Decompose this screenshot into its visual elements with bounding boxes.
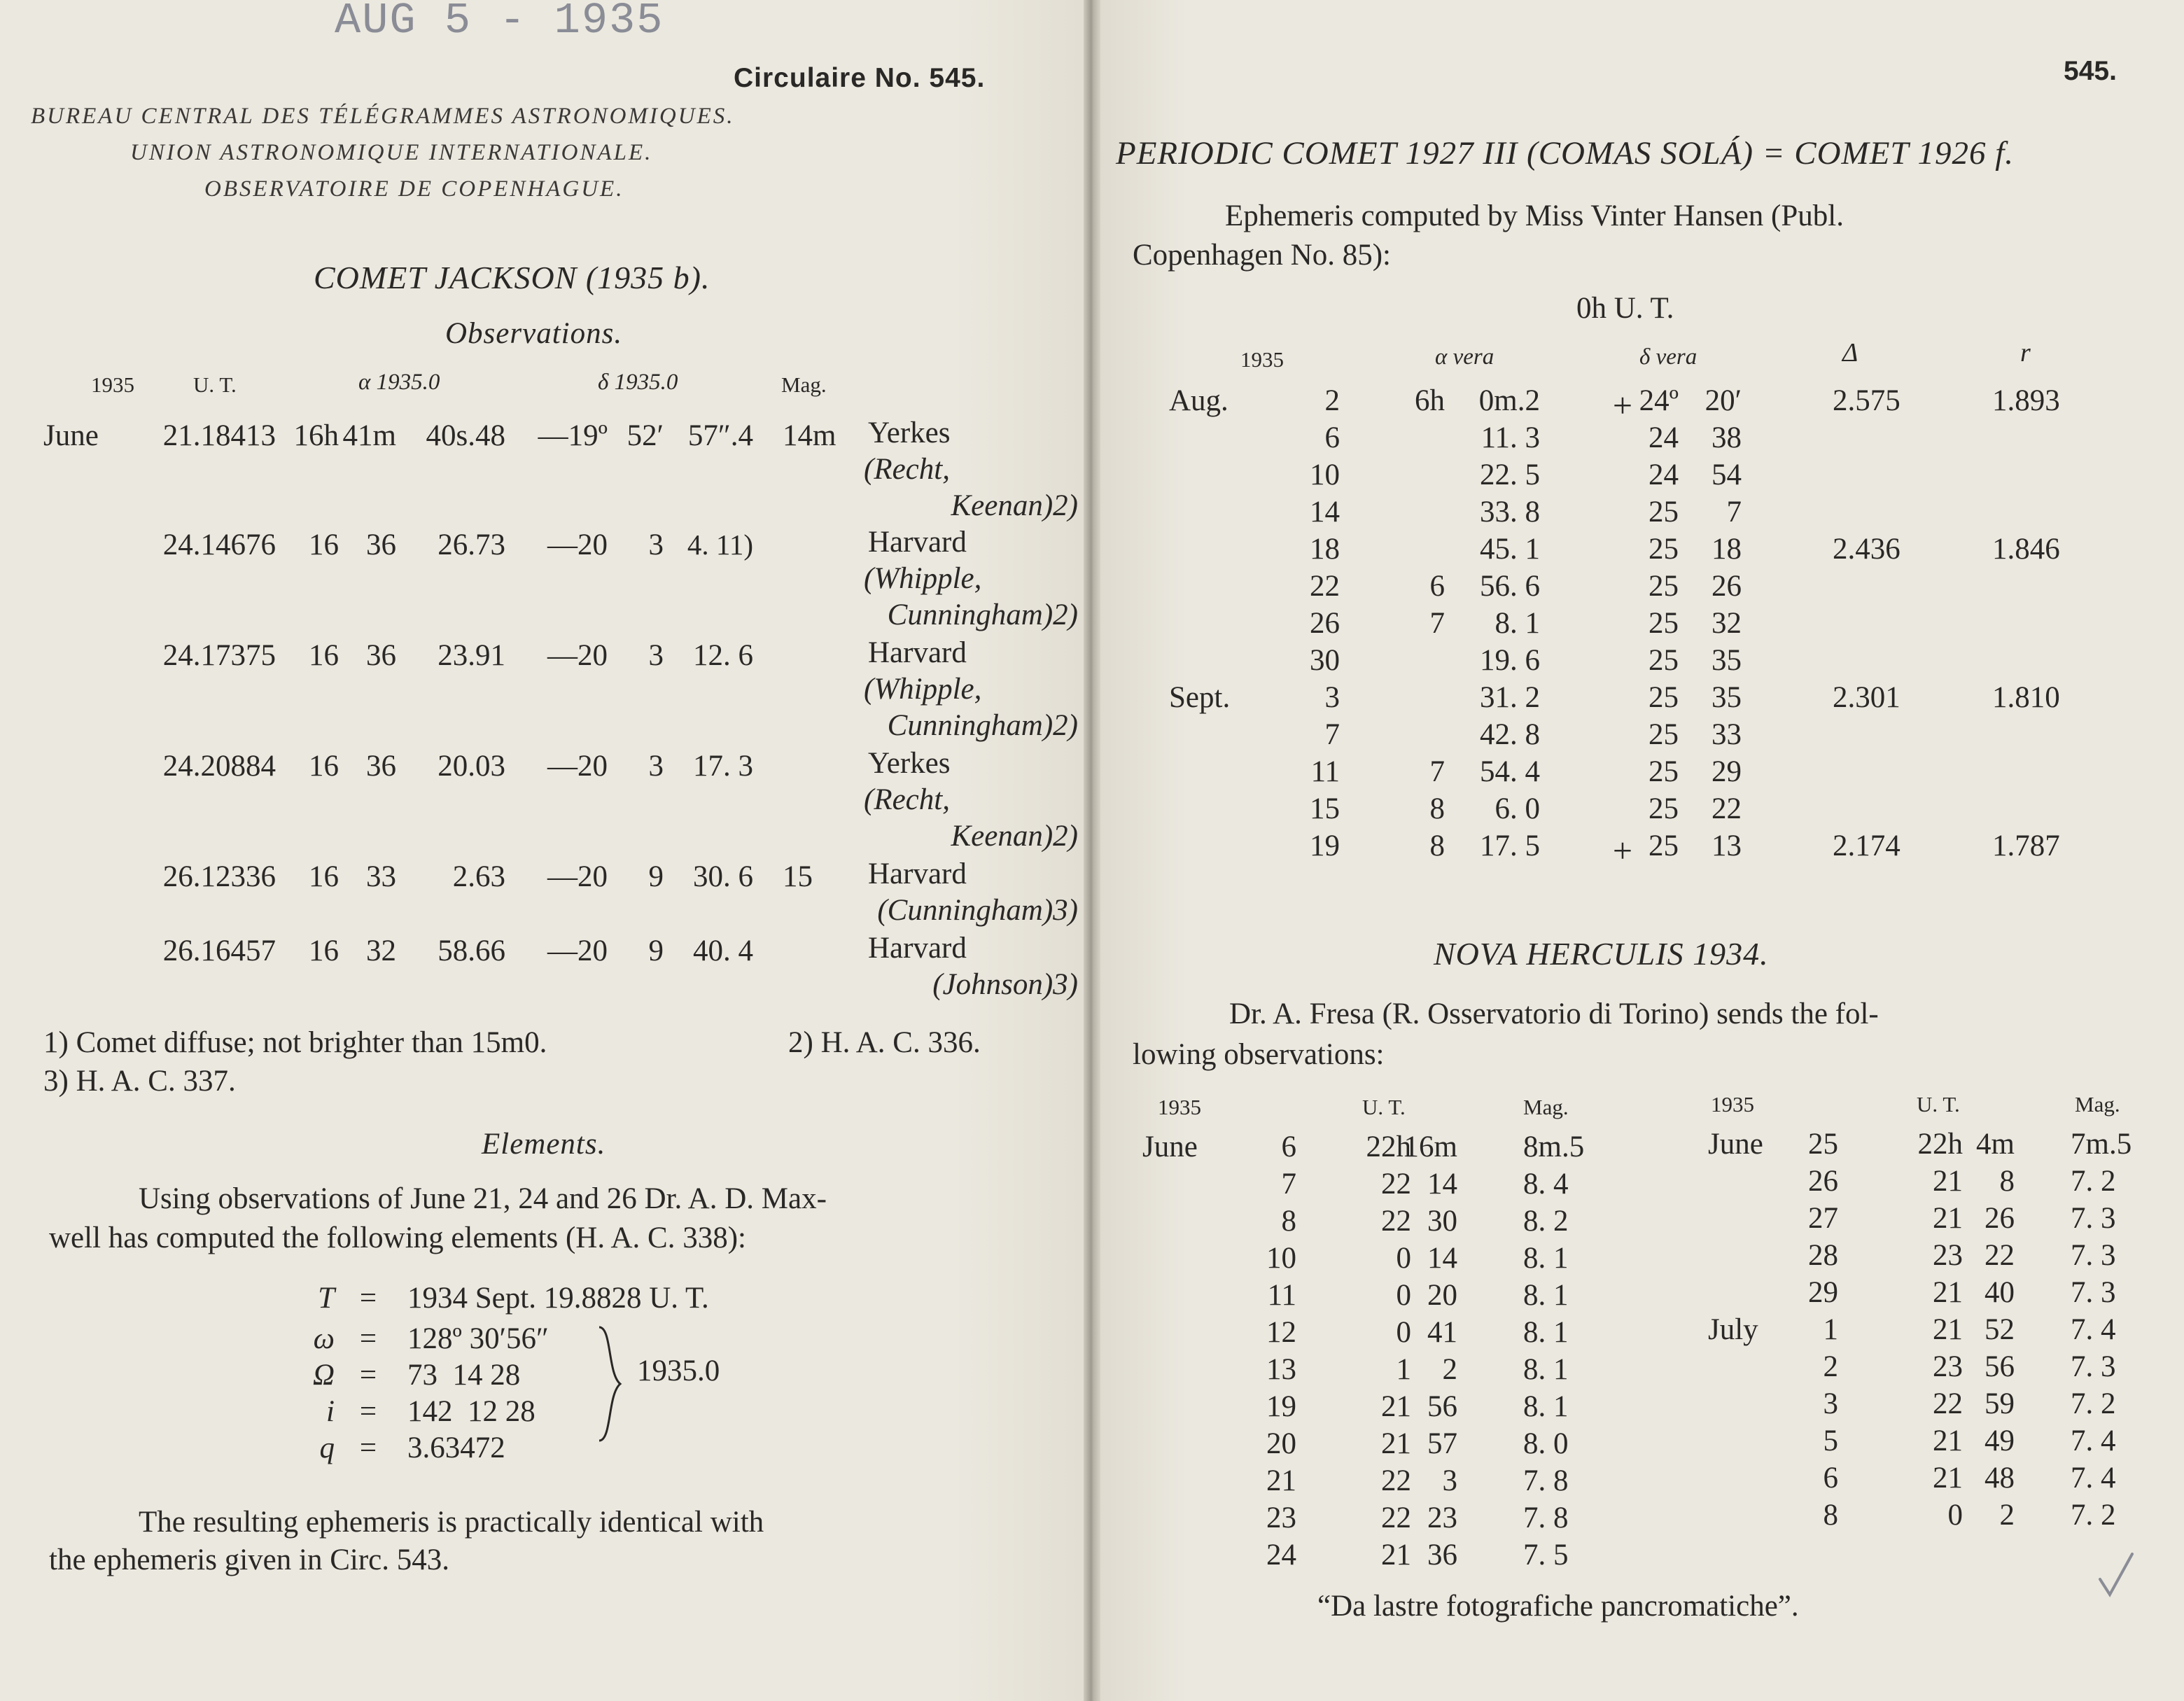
element-equals: = xyxy=(359,1432,377,1464)
nova-minute: 4m xyxy=(1976,1128,2015,1161)
obs-dec-minutes: 3 xyxy=(648,750,664,783)
nova-day: 11 xyxy=(1267,1279,1296,1312)
ephem-dec-degrees: 25 xyxy=(1648,718,1679,751)
element-symbol: T xyxy=(318,1282,335,1315)
nova-magnitude: 7. 8 xyxy=(1523,1502,1569,1534)
nova-magnitude: 8. 1 xyxy=(1523,1316,1569,1349)
ephem-r: 1.810 xyxy=(1992,681,2060,714)
nova-hour: 0 xyxy=(1947,1499,1963,1532)
ephem-delta: 2.575 xyxy=(1833,384,1900,417)
obs-dec-degrees: —20 xyxy=(547,528,608,561)
ephem-day: 10 xyxy=(1310,458,1340,491)
obs-dec-seconds: 40. 4 xyxy=(693,934,753,967)
ephem-day: 15 xyxy=(1310,792,1340,825)
ephem-ra-minutes: 56. 6 xyxy=(1480,570,1540,603)
obs-dec-seconds: 4. 11) xyxy=(687,528,753,561)
closing-text-line-2: the ephemeris given in Circ. 543. xyxy=(49,1544,449,1576)
obs-magnitude: 15 xyxy=(783,860,813,893)
nova-header-ut-left: U. T. xyxy=(1362,1095,1406,1119)
ephem-day: 7 xyxy=(1324,718,1340,751)
ephem-r: 1.846 xyxy=(1992,533,2060,566)
ephem-day: 18 xyxy=(1310,533,1340,566)
ephem-ra-hours: 8 xyxy=(1429,792,1445,825)
obs-date: 21.18413 xyxy=(162,419,276,452)
obs-ra-hours: 16 xyxy=(309,860,339,893)
nova-month: June xyxy=(1142,1130,1198,1163)
nova-hour: 0 xyxy=(1396,1279,1411,1312)
nova-magnitude: 8. 1 xyxy=(1523,1279,1569,1312)
nova-minute: 30 xyxy=(1427,1205,1457,1238)
ephem-ra-minutes: 8. 1 xyxy=(1494,607,1540,640)
nova-hour: 21 xyxy=(1933,1424,1963,1457)
obs-observer: Keenan)2) xyxy=(951,489,1078,522)
obs-dec-minutes: 52′ xyxy=(626,419,664,452)
ephem-ra-hours: 6 xyxy=(1429,570,1445,603)
ephem-ra-minutes: 33. 8 xyxy=(1480,496,1540,528)
obs-ra-seconds: 2.63 xyxy=(452,860,505,893)
obs-ra-seconds: 26.73 xyxy=(438,528,505,561)
obs-ra-seconds: 40s.48 xyxy=(426,419,505,452)
nova-hour: 0 xyxy=(1396,1242,1411,1275)
ephem-header-r: r xyxy=(2020,338,2031,368)
obs-date: 26.12336 xyxy=(162,860,276,893)
ephemeris-time-label: 0h U. T. xyxy=(1576,292,1674,325)
obs-dec-minutes: 3 xyxy=(648,528,664,561)
left-page xyxy=(0,0,1084,1701)
ephem-ra-minutes: 6. 0 xyxy=(1494,792,1540,825)
element-symbol: Ω xyxy=(312,1359,335,1392)
obs-magnitude: 14m xyxy=(783,419,836,452)
obs-observatory: (Recht, xyxy=(864,453,950,486)
obs-ra-hours: 16 xyxy=(309,528,339,561)
obs-ra-minutes: 36 xyxy=(366,639,396,672)
nova-header-mag-right: Mag. xyxy=(2075,1092,2120,1116)
ephem-dec-degrees: 24 xyxy=(1648,421,1679,454)
ephem-dec-degrees: 25 xyxy=(1648,830,1679,862)
nova-day: 10 xyxy=(1266,1242,1296,1275)
ephem-dec-minutes: 13 xyxy=(1712,830,1742,862)
nova-magnitude: 7. 2 xyxy=(2071,1387,2116,1420)
nova-text-line-1: Dr. A. Fresa (R. Osservatorio di Torino) sends the fol- xyxy=(1229,997,1879,1030)
ephem-ra-minutes: 0m.2 xyxy=(1478,384,1540,417)
obs-ra-seconds: 23.91 xyxy=(438,639,505,672)
nova-day: 20 xyxy=(1266,1427,1296,1460)
nova-hour: 22h xyxy=(1366,1130,1411,1163)
nova-header-year-left: 1935 xyxy=(1158,1095,1201,1119)
obs-observatory: Harvard xyxy=(868,526,967,559)
obs-date: 24.20884 xyxy=(162,750,276,783)
obs-observer: Cunningham)2) xyxy=(887,709,1078,742)
obs-header-mag: Mag. xyxy=(781,372,827,397)
nova-day: 21 xyxy=(1266,1464,1296,1497)
check-mark-icon xyxy=(2096,1551,2138,1600)
nova-hour: 22 xyxy=(1381,1464,1411,1497)
nova-hour: 1 xyxy=(1396,1353,1411,1386)
obs-observer: (Johnson)3) xyxy=(932,968,1078,1001)
nova-minute: 56 xyxy=(1427,1390,1457,1423)
nova-month: July xyxy=(1708,1313,1758,1346)
nova-day: 23 xyxy=(1266,1502,1296,1534)
nova-hour: 22 xyxy=(1933,1387,1963,1420)
equinox-brace xyxy=(596,1324,624,1443)
obs-date: 26.16457 xyxy=(162,934,276,967)
obs-observatory: Harvard xyxy=(868,858,967,890)
element-value: 3.63472 xyxy=(407,1432,505,1464)
obs-ra-hours: 16 xyxy=(309,750,339,783)
ephem-dec-minutes: 35 xyxy=(1712,644,1742,677)
nova-day: 8 xyxy=(1281,1205,1296,1238)
element-equals: = xyxy=(359,1282,377,1315)
ephem-dec-degrees: 25 xyxy=(1648,681,1679,714)
element-symbol: q xyxy=(319,1432,335,1464)
observatory-header: OBSERVATOIRE DE COPENHAGUE. xyxy=(204,176,624,202)
nova-magnitude: 7. 2 xyxy=(2071,1165,2116,1198)
nova-minute: 41 xyxy=(1427,1316,1457,1349)
element-value: 73 14 28 xyxy=(407,1359,521,1392)
ephem-dec-degrees: 24 xyxy=(1648,458,1679,491)
ephem-ra-hours: 7 xyxy=(1429,607,1445,640)
nova-minute: 56 xyxy=(1984,1350,2015,1383)
photographic-plates-quote: “Da lastre fotografiche pancromatiche”. xyxy=(1317,1590,1799,1623)
nova-day: 2 xyxy=(1823,1350,1838,1383)
element-value: 128º 30′56″ xyxy=(407,1322,549,1355)
ephem-ra-minutes: 45. 1 xyxy=(1480,533,1540,566)
received-date-stamp: AUG 5 - 1935 xyxy=(335,0,664,46)
ephem-month: Aug. xyxy=(1169,384,1228,417)
ephem-delta: 2.174 xyxy=(1833,830,1900,862)
nova-magnitude: 7. 4 xyxy=(2071,1424,2116,1457)
nova-magnitude: 7. 4 xyxy=(2071,1313,2116,1346)
nova-day: 25 xyxy=(1808,1128,1838,1161)
nova-day: 26 xyxy=(1808,1165,1838,1198)
nova-day: 7 xyxy=(1281,1168,1296,1200)
nova-minute: 14 xyxy=(1427,1242,1457,1275)
obs-date: 24.14676 xyxy=(162,528,276,561)
ephem-day: 2 xyxy=(1324,384,1340,417)
nova-text-line-2: lowing observations: xyxy=(1133,1038,1385,1071)
obs-dec-minutes: 9 xyxy=(648,934,664,967)
obs-ra-hours: 16 xyxy=(309,639,339,672)
periodic-comet-title: PERIODIC COMET 1927 III (COMAS SOLÁ) = COMET 1926 f. xyxy=(1116,135,2015,172)
ephem-dec-degrees: 25 xyxy=(1648,533,1679,566)
nova-minute: 49 xyxy=(1984,1424,2015,1457)
nova-magnitude: 8. 2 xyxy=(1523,1205,1569,1238)
obs-dec-degrees: —20 xyxy=(547,639,608,672)
nova-hour: 21 xyxy=(1933,1276,1963,1309)
ephem-day: 26 xyxy=(1310,607,1340,640)
nova-day: 8 xyxy=(1823,1499,1838,1532)
obs-dec-degrees: —20 xyxy=(547,934,608,967)
ephem-dec-minutes: 35 xyxy=(1712,681,1742,714)
nova-hour: 21 xyxy=(1381,1539,1411,1572)
nova-magnitude: 8m.5 xyxy=(1523,1130,1585,1163)
obs-ra-minutes: 33 xyxy=(366,860,396,893)
footnote-3: 3) H. A. C. 337. xyxy=(43,1065,236,1098)
ephem-dec-minutes: 32 xyxy=(1712,607,1742,640)
observations-heading: Observations. xyxy=(445,317,623,350)
obs-observatory: Harvard xyxy=(868,932,967,965)
obs-dec-seconds: 17. 3 xyxy=(693,750,753,783)
obs-observer: Keenan)2) xyxy=(951,820,1078,853)
nova-day: 6 xyxy=(1281,1130,1296,1163)
obs-dec-degrees: —20 xyxy=(547,860,608,893)
nova-minute: 26 xyxy=(1984,1202,2015,1235)
footnote-1: 1) Comet diffuse; not brighter than 15m0. xyxy=(43,1026,547,1059)
ephem-dec-minutes: 54 xyxy=(1712,458,1742,491)
nova-magnitude: 7. 4 xyxy=(2071,1462,2116,1494)
obs-ra-hours: 16h xyxy=(293,419,339,452)
obs-observatory: (Whipple, xyxy=(864,562,982,595)
nova-minute: 2 xyxy=(1999,1499,2015,1532)
nova-header-year-right: 1935 xyxy=(1711,1092,1754,1116)
nova-day: 13 xyxy=(1266,1353,1296,1386)
nova-day: 19 xyxy=(1266,1390,1296,1423)
ephem-ra-hours: 7 xyxy=(1429,755,1445,788)
ephem-dec-degrees: 25 xyxy=(1648,607,1679,640)
ephem-ra-minutes: 11. 3 xyxy=(1480,421,1540,454)
ephem-ra-minutes: 42. 8 xyxy=(1480,718,1540,751)
obs-ra-minutes: 32 xyxy=(366,934,396,967)
nova-magnitude: 7. 3 xyxy=(2071,1202,2116,1235)
ephem-dec-sign: + xyxy=(1612,386,1633,425)
nova-magnitude: 7. 3 xyxy=(2071,1239,2116,1272)
nova-minute: 48 xyxy=(1984,1462,2015,1494)
obs-header-dec: δ 1935.0 xyxy=(598,370,678,395)
ephem-header-dec: δ vera xyxy=(1639,344,1698,370)
nova-hour: 22 xyxy=(1381,1168,1411,1200)
obs-header-ut: U. T. xyxy=(193,372,237,397)
ephem-month: Sept. xyxy=(1169,681,1231,714)
nova-minute: 14 xyxy=(1427,1168,1457,1200)
circular-number: Circulaire No. 545. xyxy=(734,63,986,93)
ephem-dec-degrees: 24º xyxy=(1639,384,1679,417)
nova-day: 12 xyxy=(1266,1316,1296,1349)
nova-hour: 22 xyxy=(1381,1502,1411,1534)
ephem-day: 6 xyxy=(1324,421,1340,454)
nova-day: 5 xyxy=(1823,1424,1838,1457)
nova-day: 24 xyxy=(1266,1539,1296,1572)
ephem-day: 3 xyxy=(1324,681,1340,714)
nova-minute: 23 xyxy=(1427,1502,1457,1534)
element-symbol: ω xyxy=(313,1322,335,1355)
ephem-dec-degrees: 25 xyxy=(1648,496,1679,528)
nova-hour: 21 xyxy=(1933,1313,1963,1346)
ephem-dec-minutes: 26 xyxy=(1712,570,1742,603)
nova-day: 27 xyxy=(1808,1202,1838,1235)
footnote-2: 2) H. A. C. 336. xyxy=(788,1026,981,1059)
obs-ra-minutes: 36 xyxy=(366,528,396,561)
ephem-day: 30 xyxy=(1310,644,1340,677)
obs-dec-degrees: —20 xyxy=(547,750,608,783)
nova-magnitude: 7. 2 xyxy=(2071,1499,2116,1532)
nova-magnitude: 7. 8 xyxy=(1523,1464,1569,1497)
nova-day: 1 xyxy=(1823,1313,1838,1346)
nova-minute: 3 xyxy=(1442,1464,1457,1497)
obs-observatory: Yerkes xyxy=(868,416,951,449)
ephem-dec-degrees: 25 xyxy=(1648,570,1679,603)
ephemeris-text-line-2: Copenhagen No. 85): xyxy=(1133,239,1392,272)
ephem-r: 1.893 xyxy=(1992,384,2060,417)
obs-dec-degrees: —19º xyxy=(538,419,608,452)
comet-jackson-title: COMET JACKSON (1935 b). xyxy=(314,260,710,295)
elements-text-line-1: Using observations of June 21, 24 and 26 Dr. A. D. Max- xyxy=(139,1182,827,1215)
ephem-dec-degrees: 25 xyxy=(1648,755,1679,788)
ephem-day: 19 xyxy=(1310,830,1340,862)
element-value: 142 12 28 xyxy=(407,1395,536,1428)
nova-magnitude: 8. 0 xyxy=(1523,1427,1569,1460)
ephem-dec-minutes: 38 xyxy=(1712,421,1742,454)
nova-minute: 57 xyxy=(1427,1427,1457,1460)
nova-hour: 21 xyxy=(1933,1202,1963,1235)
ephem-dec-degrees: 25 xyxy=(1648,644,1679,677)
ephem-dec-sign: + xyxy=(1612,831,1633,870)
nova-herculis-title: NOVA HERCULIS 1934. xyxy=(1434,936,1769,972)
nova-hour: 23 xyxy=(1933,1239,1963,1272)
obs-dec-minutes: 3 xyxy=(648,639,664,672)
ephem-day: 11 xyxy=(1310,755,1340,788)
ephemeris-text-line-1: Ephemeris computed by Miss Vinter Hansen (Publ. xyxy=(1225,200,1844,232)
obs-observer: (Cunningham)3) xyxy=(877,894,1078,927)
nova-minute: 16m xyxy=(1404,1130,1457,1163)
ephem-dec-minutes: 33 xyxy=(1712,718,1742,751)
nova-magnitude: 7m.5 xyxy=(2071,1128,2132,1161)
ephem-delta: 2.436 xyxy=(1833,533,1900,566)
obs-header-year: 1935 xyxy=(91,372,134,397)
element-equals: = xyxy=(359,1395,377,1428)
nova-day: 29 xyxy=(1808,1276,1838,1309)
ephem-ra-minutes: 22. 5 xyxy=(1480,458,1540,491)
nova-magnitude: 7. 3 xyxy=(2071,1350,2116,1383)
ephem-ra-hours: 6h xyxy=(1415,384,1445,417)
ephem-day: 22 xyxy=(1310,570,1340,603)
nova-hour: 23 xyxy=(1933,1350,1963,1383)
nova-month: June xyxy=(1708,1128,1763,1161)
nova-magnitude: 8. 4 xyxy=(1523,1168,1569,1200)
nova-hour: 22h xyxy=(1917,1128,1963,1161)
nova-magnitude: 7. 3 xyxy=(2071,1276,2116,1309)
elements-text-line-2: well has computed the following elements (H. A. C. 338): xyxy=(49,1222,746,1254)
equinox-label: 1935.0 xyxy=(637,1354,720,1387)
ephem-header-year: 1935 xyxy=(1240,347,1284,372)
ephem-r: 1.787 xyxy=(1992,830,2060,862)
element-value: 1934 Sept. 19.8828 U. T. xyxy=(407,1282,709,1315)
ephem-ra-minutes: 19. 6 xyxy=(1480,644,1540,677)
page-number: 545. xyxy=(2064,56,2117,86)
nova-hour: 21 xyxy=(1933,1165,1963,1198)
ephem-dec-degrees: 25 xyxy=(1648,792,1679,825)
element-symbol: i xyxy=(326,1395,335,1428)
elements-heading: Elements. xyxy=(482,1128,606,1161)
obs-ra-hours: 16 xyxy=(309,934,339,967)
nova-hour: 21 xyxy=(1381,1390,1411,1423)
obs-observatory: Yerkes xyxy=(868,747,951,780)
nova-hour: 21 xyxy=(1381,1427,1411,1460)
obs-ra-seconds: 58.66 xyxy=(438,934,505,967)
obs-dec-seconds: 30. 6 xyxy=(693,860,753,893)
ephem-ra-minutes: 17. 5 xyxy=(1480,830,1540,862)
ephem-ra-minutes: 31. 2 xyxy=(1480,681,1540,714)
nova-minute: 8 xyxy=(1999,1165,2015,1198)
obs-ra-seconds: 20.03 xyxy=(438,750,505,783)
nova-magnitude: 8. 1 xyxy=(1523,1242,1569,1275)
obs-ra-minutes: 36 xyxy=(366,750,396,783)
nova-magnitude: 8. 1 xyxy=(1523,1390,1569,1423)
nova-day: 6 xyxy=(1823,1462,1838,1494)
nova-day: 3 xyxy=(1823,1387,1838,1420)
obs-dec-seconds: 12. 6 xyxy=(693,639,753,672)
nova-hour: 0 xyxy=(1396,1316,1411,1349)
bureau-header: BUREAU CENTRAL DES TÉLÉGRAMMES ASTRONOMIQUES. xyxy=(31,104,735,129)
nova-hour: 21 xyxy=(1933,1462,1963,1494)
nova-minute: 20 xyxy=(1427,1279,1457,1312)
obs-month: June xyxy=(43,419,99,452)
obs-dec-seconds: 57″.4 xyxy=(687,419,753,452)
obs-header-ra: α 1935.0 xyxy=(358,370,440,395)
ephem-ra-minutes: 54. 4 xyxy=(1480,755,1540,788)
obs-date: 24.17375 xyxy=(162,639,276,672)
nova-minute: 2 xyxy=(1442,1353,1457,1386)
obs-observer: Cunningham)2) xyxy=(887,598,1078,631)
ephem-day: 14 xyxy=(1310,496,1340,528)
nova-minute: 52 xyxy=(1984,1313,2015,1346)
union-header: UNION ASTRONOMIQUE INTERNATIONALE. xyxy=(130,140,653,165)
nova-magnitude: 7. 5 xyxy=(1523,1539,1569,1572)
obs-observatory: Harvard xyxy=(868,636,967,669)
ephem-dec-minutes: 29 xyxy=(1712,755,1742,788)
nova-minute: 40 xyxy=(1984,1276,2015,1309)
obs-dec-minutes: 9 xyxy=(648,860,664,893)
nova-minute: 36 xyxy=(1427,1539,1457,1572)
nova-header-mag-left: Mag. xyxy=(1523,1095,1569,1119)
ephem-dec-minutes: 7 xyxy=(1726,496,1742,528)
binding-spine xyxy=(1084,0,1100,1701)
nova-hour: 22 xyxy=(1381,1205,1411,1238)
nova-day: 28 xyxy=(1808,1239,1838,1272)
ephem-header-ra: α vera xyxy=(1435,344,1494,370)
element-equals: = xyxy=(359,1322,377,1355)
nova-magnitude: 8. 1 xyxy=(1523,1353,1569,1386)
nova-header-ut-right: U. T. xyxy=(1917,1092,1960,1116)
nova-minute: 59 xyxy=(1984,1387,2015,1420)
ephem-dec-minutes: 18 xyxy=(1712,533,1742,566)
obs-ra-minutes: 41m xyxy=(342,419,396,452)
obs-observatory: (Whipple, xyxy=(864,673,982,706)
obs-observatory: (Recht, xyxy=(864,783,950,816)
right-page xyxy=(1100,0,2184,1701)
ephem-ra-hours: 8 xyxy=(1429,830,1445,862)
ephem-dec-minutes: 22 xyxy=(1712,792,1742,825)
ephem-dec-minutes: 20′ xyxy=(1704,384,1742,417)
ephem-delta: 2.301 xyxy=(1833,681,1900,714)
element-equals: = xyxy=(359,1359,377,1392)
nova-minute: 22 xyxy=(1984,1239,2015,1272)
closing-text-line-1: The resulting ephemeris is practically identical with xyxy=(139,1506,764,1539)
ephem-header-delta: Δ xyxy=(1842,338,1858,368)
